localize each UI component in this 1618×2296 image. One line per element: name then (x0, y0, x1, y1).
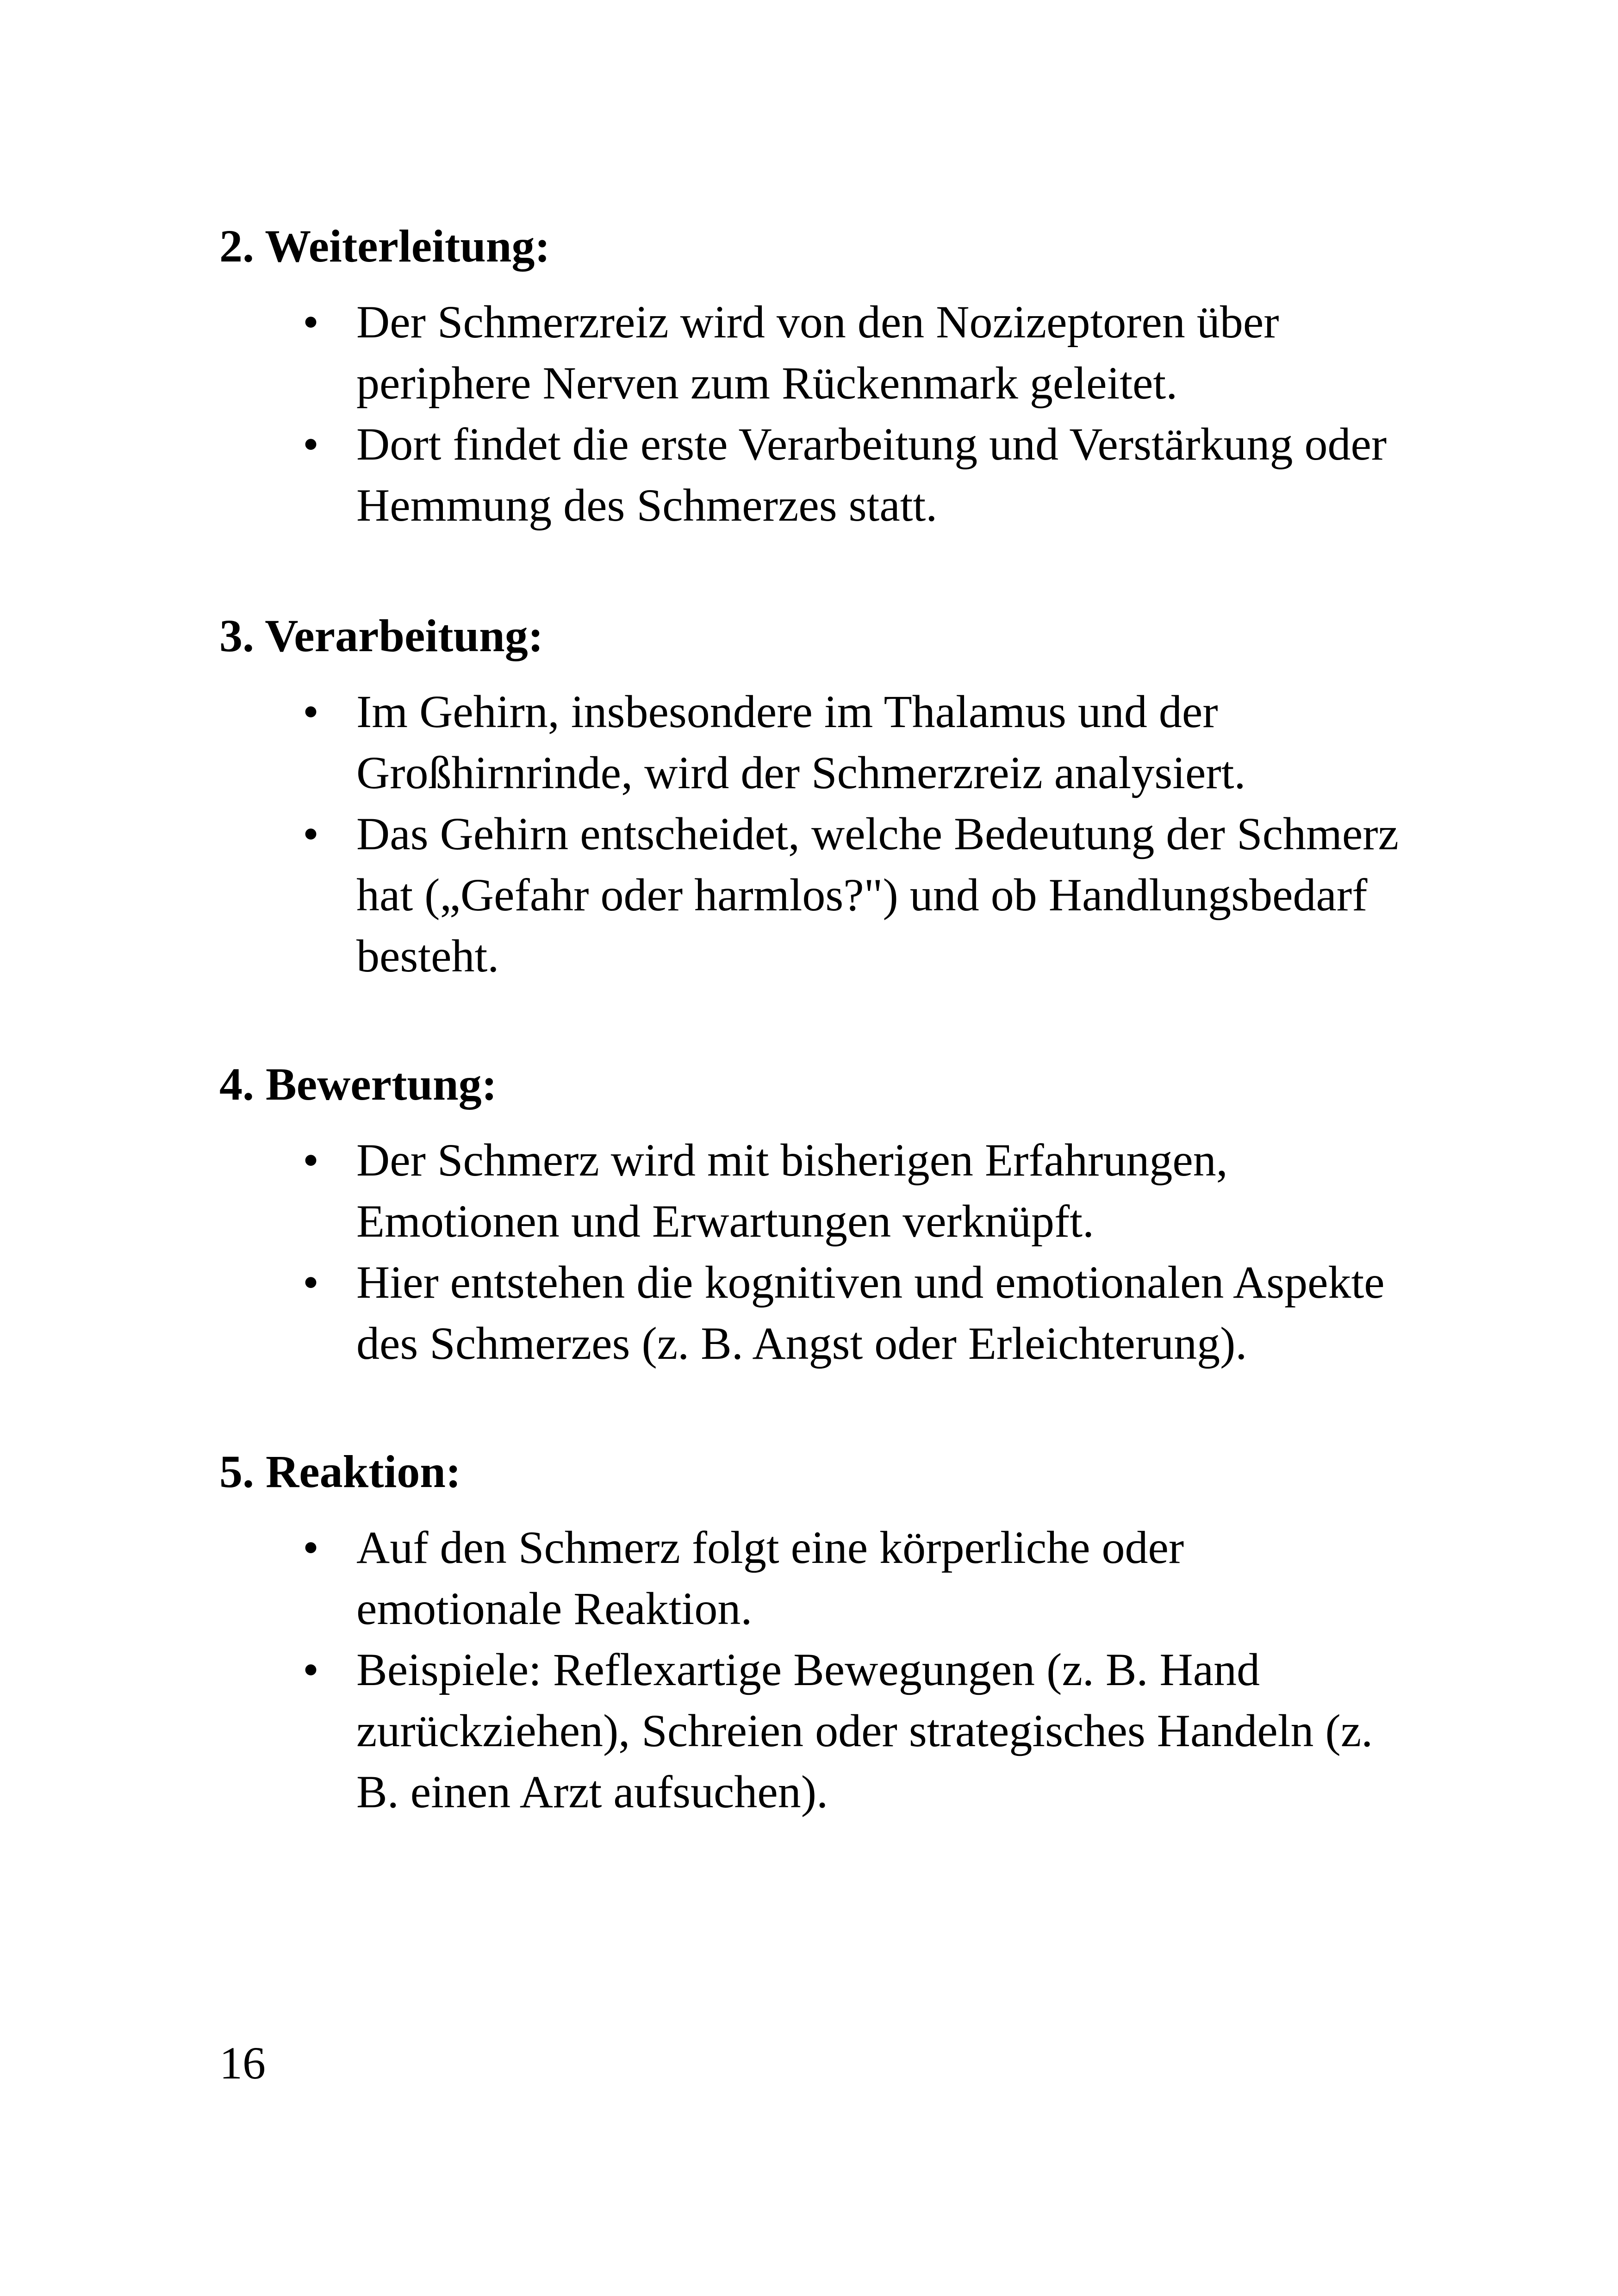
bullet-line: Auf den Schmerz folgt eine körperliche oder (356, 1522, 1184, 1573)
bullet-item (219, 414, 1423, 536)
bullet-icon: • (303, 686, 319, 737)
bullet-icon: • (303, 1644, 319, 1695)
bullet-line: Im Gehirn, insbesondere im Thalamus und der (356, 686, 1218, 737)
bullet-icon: • (303, 1522, 319, 1573)
bullet-line: Das Gehirn entscheidet, welche Bedeutung der Schmerz (356, 808, 1399, 859)
bullet-item (219, 1130, 1423, 1252)
page-number: 16 (219, 2037, 266, 2089)
bullet-item (219, 681, 1423, 803)
bullet-line: Emotionen und Erwartungen verknüpft. (356, 1195, 1095, 1247)
bullet-item (219, 1639, 1423, 1823)
bullet-line: Der Schmerzreiz wird von den Nozizeptoren über (356, 296, 1279, 348)
section-heading: 2. Weiterleitung: (219, 220, 550, 272)
section-verarbeitung (219, 605, 1423, 987)
bullet-line: Der Schmerz wird mit bisherigen Erfahrungen, (356, 1134, 1228, 1186)
bullet-icon: • (303, 808, 319, 859)
bullet-line: des Schmerzes (z. B. Angst oder Erleichterung). (356, 1318, 1247, 1369)
section-heading: 4. Bewertung: (219, 1058, 497, 1110)
bullet-line: Beispiele: Reflexartige Bewegungen (z. B. Hand (356, 1644, 1260, 1695)
section-heading: 3. Verarbeitung: (219, 610, 543, 661)
bullet-item (219, 292, 1423, 414)
section-bewertung (219, 1054, 1423, 1374)
bullet-list (219, 1130, 1423, 1374)
bullet-list (219, 681, 1423, 987)
bullet-line: hat („Gefahr oder harmlos?") und ob Handlungsbedarf (356, 869, 1368, 921)
bullet-line: Hier entstehen die kognitiven und emotionalen Aspekte (356, 1257, 1385, 1308)
bullet-item (219, 1252, 1423, 1374)
bullet-line: besteht. (356, 930, 499, 982)
section-reaktion (219, 1441, 1423, 1823)
section-heading: 5. Reaktion: (219, 1446, 461, 1497)
bullet-icon: • (303, 418, 319, 470)
bullet-icon: • (303, 1257, 319, 1308)
bullet-item (219, 803, 1423, 987)
bullet-line: Dort findet die erste Verarbeitung und Verstärkung oder (356, 418, 1387, 470)
bullet-list (219, 292, 1423, 536)
bullet-icon: • (303, 1134, 319, 1186)
bullet-line: Hemmung des Schmerzes statt. (356, 479, 938, 531)
bullet-line: zurückziehen), Schreien oder strategisches Handeln (z. (356, 1705, 1373, 1756)
bullet-item (219, 1517, 1423, 1639)
bullet-line: Großhirnrinde, wird der Schmerzreiz analysiert. (356, 747, 1246, 798)
bullet-line: periphere Nerven zum Rückenmark geleitet. (356, 357, 1178, 409)
bullet-line: B. einen Arzt aufsuchen). (356, 1766, 828, 1817)
section-weiterleitung (219, 216, 1423, 536)
bullet-icon: • (303, 296, 319, 348)
bullet-list (219, 1517, 1423, 1823)
bullet-line: emotionale Reaktion. (356, 1583, 753, 1634)
